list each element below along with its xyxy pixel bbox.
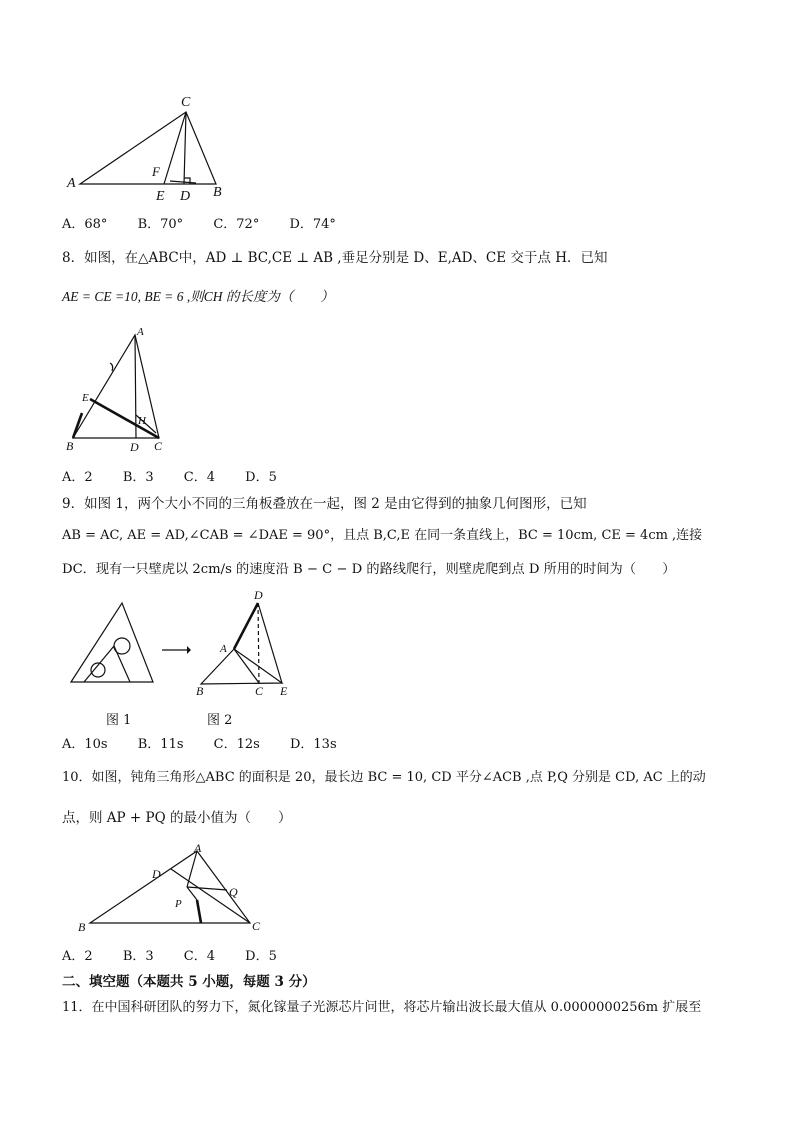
- q10-option-b[interactable]: B．3: [122, 949, 154, 964]
- q10-label-b: B: [78, 920, 86, 934]
- q10-label-d: D: [152, 867, 161, 881]
- q9-label-c: C: [255, 684, 264, 698]
- q9-label-a: A: [220, 643, 227, 655]
- q10-option-a[interactable]: A．2: [62, 949, 93, 964]
- q9-figure2-triangles: [192, 585, 297, 697]
- q7-option-d[interactable]: D．74°: [289, 217, 336, 232]
- q7-label-a: A: [67, 176, 76, 191]
- q9-label-d: D: [254, 588, 263, 602]
- q9-label-e: E: [280, 684, 288, 698]
- q10-options: [62, 948, 303, 966]
- q7-options: [62, 216, 362, 234]
- q7-label-f: F: [152, 164, 160, 179]
- q8-question-line1: 8．如图，在△ABC中，AD ⊥ BC,CE ⊥ AB ,垂足分别是 D、E,AD、CE 交于点 H．已知: [62, 250, 608, 266]
- q8-triangle-figure: [60, 325, 180, 460]
- q8-options: [62, 469, 303, 487]
- q7-label-e: E: [156, 189, 165, 204]
- q10-question-line2: 点，则 AP + PQ 的最小值为（ ）: [62, 810, 292, 826]
- q8-label-h: H: [138, 415, 146, 427]
- q8-question-line2: AE = CE =10, BE = 6 ,则CH 的长度为（ ）: [62, 289, 334, 304]
- q7-option-a[interactable]: A．68°: [62, 217, 108, 232]
- q9-option-d[interactable]: D．13s: [289, 737, 337, 752]
- q9-options: [62, 736, 363, 754]
- q7-label-c: C: [181, 95, 191, 110]
- q9-option-a[interactable]: A．10s: [62, 737, 108, 752]
- q9-option-c[interactable]: C．12s: [213, 737, 260, 752]
- q8-option-a[interactable]: A．2: [62, 470, 93, 485]
- q9-option-b[interactable]: B．11s: [137, 737, 184, 752]
- q10-label-c: C: [252, 919, 261, 933]
- q7-label-b: B: [213, 185, 222, 200]
- q8-label-b: B: [66, 439, 74, 453]
- q7-triangle-figure: [60, 90, 240, 210]
- q7-label-d: D: [180, 189, 191, 204]
- q10-label-p: P: [175, 898, 182, 910]
- q10-label-q: Q: [229, 885, 238, 899]
- q8-label-e: E: [82, 392, 89, 404]
- q8-label-a: A: [137, 326, 144, 338]
- q10-question-line1: 10．如图，钝角三角形△ABC 的面积是 20，最长边 BC = 10, CD 平分∠ACB ,点 P,Q 分别是 CD, AC 上的动: [62, 770, 706, 785]
- q10-option-d[interactable]: D．5: [245, 949, 277, 964]
- q10-option-c[interactable]: C．4: [183, 949, 215, 964]
- q7-option-c[interactable]: C．72°: [213, 217, 260, 232]
- q10-label-a: A: [194, 841, 202, 855]
- q8-option-d[interactable]: D．5: [245, 470, 277, 485]
- q9-label-b: B: [196, 684, 204, 698]
- q10-triangle-figure: [70, 840, 270, 938]
- q7-option-b[interactable]: B．70°: [137, 217, 184, 232]
- q9-question-line1: 9．如图 1，两个大小不同的三角板叠放在一起，图 2 是由它得到的抽象几何图形，已知: [62, 496, 587, 512]
- q9-figure1-set-squares: [66, 600, 161, 690]
- q9-question-line3: DC．现有一只壁虎以 2cm/s 的速度沿 B − C − D 的路线爬行，则壁虎爬到点 D 所用的时间为（ ）: [62, 562, 676, 577]
- q8-label-c: C: [154, 439, 163, 453]
- q9-caption-figure1: 图 1: [106, 713, 132, 728]
- q9-caption-figure2: 图 2: [207, 713, 233, 728]
- q11-question-line1: 11．在中国科研团队的努力下，氮化镓量子光源芯片问世，将芯片输出波长最大值从 0.0000000256m 扩展至: [62, 1000, 702, 1015]
- q8-option-b[interactable]: B．3: [122, 470, 154, 485]
- q8-label-d: D: [130, 440, 139, 454]
- q8-option-c[interactable]: C．4: [183, 470, 215, 485]
- section-heading: 二、填空题（本题共 5 小题，每题 3 分）: [62, 974, 316, 990]
- q9-question-line2: AB = AC, AE = AD,∠CAB = ∠DAE = 90°，且点 B,C,E 在同一条直线上，BC = 10cm, CE = 4cm ,连接: [62, 528, 703, 543]
- q9-arrow-icon: [160, 644, 192, 656]
